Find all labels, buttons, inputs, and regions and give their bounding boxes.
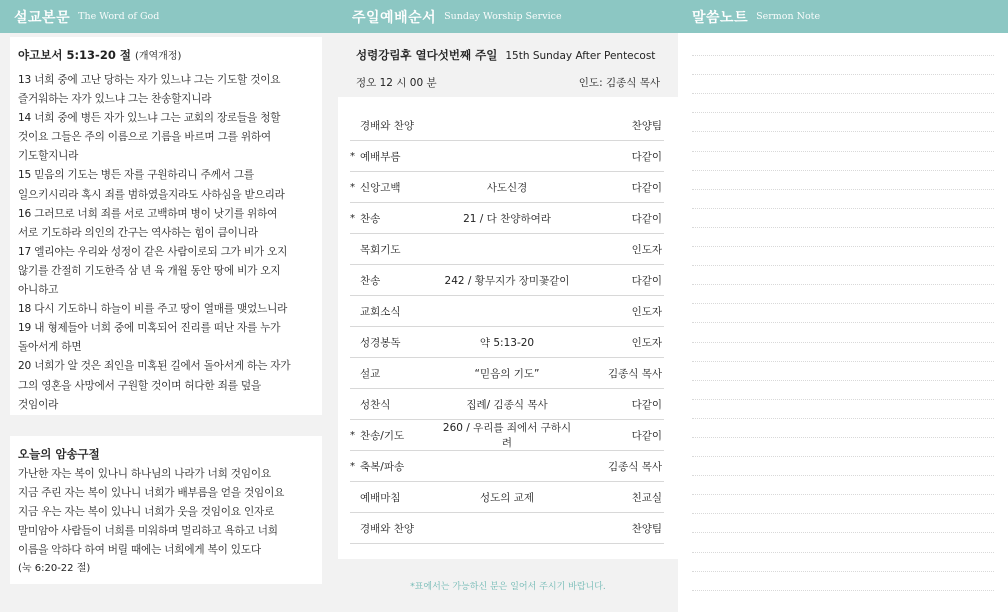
order-item-name: 성경봉독 xyxy=(360,336,401,349)
verse-line: 서로 기도하라 의인의 간구는 역사하는 힘이 큼이니라 xyxy=(18,226,258,239)
service-leader: 인도: 김종식 목사 xyxy=(578,77,660,89)
scripture-reference xyxy=(18,47,314,63)
order-standing-mark: * xyxy=(350,429,355,441)
note-line xyxy=(692,419,994,438)
order-row xyxy=(350,110,664,141)
standing-footnote: *표에서는 가능하신 분은 일어서 주시기 바랍니다. xyxy=(410,582,606,592)
memory-verse-text xyxy=(18,465,314,560)
order-item-content: 사도신경 xyxy=(486,181,528,194)
order-item-content: 260 / 우리를 죄에서 구하시려 xyxy=(442,422,572,449)
order-item-content: 242 / 황무지가 장미꽃같이 xyxy=(444,274,570,287)
order-row xyxy=(350,296,664,327)
verse-line: 15 믿음의 기도는 병든 자를 구원하리니 주께서 그를 xyxy=(18,169,254,182)
order-item-person: 다같이 xyxy=(631,274,662,287)
order-item-person: 찬양팀 xyxy=(631,119,662,132)
note-line xyxy=(692,190,994,209)
worship-order-list xyxy=(350,110,664,544)
order-item-content: 성도의 교제 xyxy=(479,491,535,504)
memory-verse-line: 이름을 악하다 하여 버릴 때에는 너희에게 복이 있도다 xyxy=(18,544,261,557)
notes-column xyxy=(678,0,1008,612)
sermon-column xyxy=(0,0,338,612)
note-line xyxy=(692,572,994,591)
order-item-person: 다같이 xyxy=(631,429,662,442)
notes-header xyxy=(678,0,1008,33)
order-item-name: 신앙고백 xyxy=(360,181,401,194)
order-row xyxy=(350,482,664,513)
note-line xyxy=(692,400,994,419)
note-line xyxy=(692,533,994,552)
verse-line: 돌아서게 하면 xyxy=(18,341,82,354)
order-item-person: 인도자 xyxy=(631,305,662,318)
note-line xyxy=(692,209,994,228)
order-item-person: 인도자 xyxy=(631,243,662,256)
order-item-person: 다같이 xyxy=(631,181,662,194)
note-line xyxy=(692,304,994,323)
order-item-name: 성찬식 xyxy=(360,398,391,411)
order-item-name: 찬송/기도 xyxy=(360,429,405,442)
memory-verse-line: 말미암아 사람들이 너희를 미워하며 멀리하고 욕하고 너희 xyxy=(18,525,278,538)
service-info xyxy=(338,33,678,97)
scripture-reference-text: 야고보서 5:13-20 절 xyxy=(18,48,131,62)
note-line xyxy=(692,113,994,132)
verse-line: 17 엘리야는 우리와 성정이 같은 사람이로되 그가 비가 오지 xyxy=(18,245,288,258)
sermon-header-title: 설교본문 xyxy=(14,9,71,26)
order-item-person: 친교실 xyxy=(631,491,662,504)
note-line xyxy=(692,476,994,495)
verse-line: 13 너희 중에 고난 당하는 자가 있느냐 그는 기도할 것이요 xyxy=(18,74,281,86)
order-row xyxy=(350,420,664,451)
scripture-verses xyxy=(18,71,314,415)
order-item-name: 목회기도 xyxy=(360,243,401,256)
note-line xyxy=(692,94,994,113)
order-item-name: 축복/파송 xyxy=(360,460,405,473)
verse-line: 그의 영혼을 사망에서 구원할 것이며 허다한 죄를 덮을 xyxy=(18,379,261,392)
note-line xyxy=(692,495,994,514)
order-item-person: 다같이 xyxy=(631,398,662,411)
order-item-name: 경배와 찬양 xyxy=(360,119,415,132)
memory-verse-title: 오늘의 암송구절 xyxy=(18,447,100,461)
verse-line: 16 그러므로 너희 죄를 서로 고백하며 병이 낫기를 위하여 xyxy=(18,207,278,220)
service-meta xyxy=(356,75,660,90)
order-item-content: 약 5:13-20 xyxy=(479,336,535,349)
order-standing-mark: * xyxy=(350,150,355,162)
verse-line: 것임이라 xyxy=(18,398,59,411)
order-standing-mark: * xyxy=(350,181,355,193)
note-line xyxy=(692,438,994,457)
order-row xyxy=(350,141,664,172)
memory-verse-box xyxy=(10,436,322,584)
sermon-header xyxy=(0,0,338,33)
notes-header-subtitle: Sermon Note xyxy=(756,11,821,22)
verse-line: 19 내 형제들아 너희 중에 미혹되어 진리를 떠난 자를 누가 xyxy=(18,322,281,335)
order-row xyxy=(350,265,664,296)
service-title-ko: 성령강림후 열다섯번째 주일 xyxy=(356,48,498,62)
memory-verse-line: 지금 우는 자는 복이 있나니 너희가 웃을 것임이요 인자로 xyxy=(18,506,275,519)
verse-line: 아니하고 xyxy=(18,284,59,297)
order-row xyxy=(350,172,664,203)
order-item-name: 예배부름 xyxy=(360,150,401,163)
order-item-content: “믿음의 기도” xyxy=(474,367,540,380)
note-line xyxy=(692,152,994,171)
note-line xyxy=(692,171,994,190)
scripture-passage xyxy=(10,37,322,415)
order-item-name: 찬송 xyxy=(360,212,381,225)
verse-line: 18 다시 기도하니 하늘이 비를 주고 땅이 열매를 맺었느니라 xyxy=(18,303,288,316)
note-line xyxy=(692,381,994,400)
order-item-content: 21 / 다 찬양하여라 xyxy=(463,212,551,225)
note-line xyxy=(692,285,994,304)
notes-header-title: 말씀노트 xyxy=(692,9,749,26)
sermon-header-subtitle: The Word of God xyxy=(78,11,160,22)
order-item-name: 예배마침 xyxy=(360,491,401,504)
note-line xyxy=(692,343,994,362)
note-line xyxy=(692,514,994,533)
verse-line: 20 너희가 알 것은 죄인을 미혹된 길에서 돌아서게 하는 자가 xyxy=(18,360,291,373)
order-item-person: 찬양팀 xyxy=(631,522,662,535)
verse-line: 것이요 그들은 주의 이름으로 기름을 바르며 그를 위하여 xyxy=(18,131,271,144)
memory-verse-line: 가난한 자는 복이 있나니 하나님의 나라가 너희 것임이요 xyxy=(18,468,271,480)
note-lines xyxy=(692,37,994,591)
order-item-person: 다같이 xyxy=(631,150,662,163)
order-row xyxy=(350,203,664,234)
service-title xyxy=(356,47,660,63)
footnote-box xyxy=(338,559,678,612)
order-item-person: 김종식 목사 xyxy=(607,460,662,473)
note-line xyxy=(692,457,994,476)
verse-line: 않기를 간절히 기도한즉 삼 년 육 개월 동안 땅에 비가 오지 xyxy=(18,264,281,277)
note-line xyxy=(692,553,994,572)
scripture-translation: (개역개정) xyxy=(134,51,182,62)
order-item-name: 교회소식 xyxy=(360,305,401,318)
order-row xyxy=(350,327,664,358)
service-title-en: 15th Sunday After Pentecost xyxy=(505,50,656,62)
order-item-content: 집례/ 김종식 목사 xyxy=(466,398,548,411)
note-line xyxy=(692,228,994,247)
note-line xyxy=(692,247,994,266)
order-row xyxy=(350,389,664,420)
order-item-name: 경배와 찬양 xyxy=(360,522,415,535)
worship-column xyxy=(338,0,678,612)
order-standing-mark: * xyxy=(350,460,355,472)
worship-header xyxy=(338,0,678,33)
note-line xyxy=(692,323,994,342)
order-row xyxy=(350,451,664,482)
note-line xyxy=(692,266,994,285)
worship-header-subtitle: Sunday Worship Service xyxy=(444,11,562,22)
worship-header-title: 주일예배순서 xyxy=(352,9,437,26)
note-line xyxy=(692,56,994,75)
memory-verse-reference: (눅 6:20-22 절) xyxy=(18,563,91,575)
note-line xyxy=(692,132,994,151)
order-item-name: 설교 xyxy=(360,367,381,380)
order-row xyxy=(350,358,664,389)
verse-line: 14 너희 중에 병든 자가 있느냐 그는 교회의 장로들을 청할 xyxy=(18,112,281,125)
order-row xyxy=(350,513,664,544)
order-item-name: 찬송 xyxy=(360,274,381,287)
memory-verse-line: 지금 주린 자는 복이 있나니 너희가 배부름을 얻을 것임이요 xyxy=(18,487,285,500)
order-item-person: 인도자 xyxy=(631,336,662,349)
order-item-person: 김종식 목사 xyxy=(607,367,662,380)
verse-line: 일으키시리라 혹시 죄를 범하였을지라도 사하심을 받으리라 xyxy=(18,188,285,201)
order-standing-mark: * xyxy=(350,212,355,224)
note-line xyxy=(692,37,994,56)
note-line xyxy=(692,75,994,94)
verse-line: 즐거워하는 자가 있느냐 그는 찬송할지니라 xyxy=(18,93,212,106)
verse-line: 기도할지니라 xyxy=(18,150,79,163)
note-line xyxy=(692,362,994,381)
service-time: 정오 12 시 00 분 xyxy=(356,77,437,89)
order-item-person: 다같이 xyxy=(631,212,662,225)
order-row xyxy=(350,234,664,265)
